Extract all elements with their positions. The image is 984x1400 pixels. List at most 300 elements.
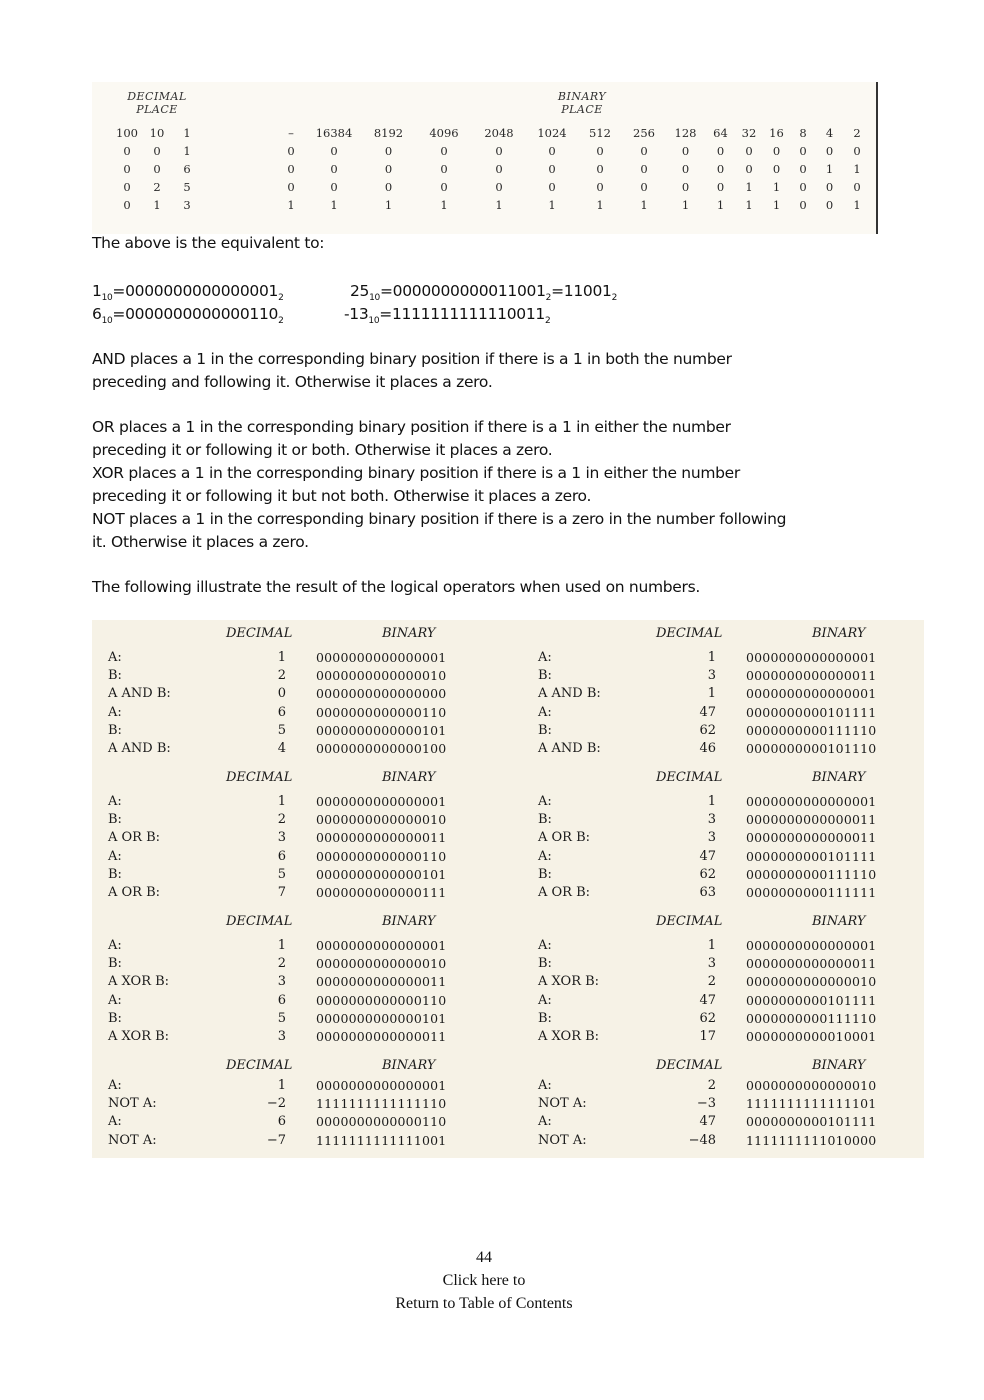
decimal-column-header: DECIMAL: [656, 1058, 723, 1073]
logic-row: [522, 1011, 932, 1029]
xor-paragraph-line2: preceding it or following it but not both. Otherwise it places a zero.: [92, 487, 592, 505]
decimal-value: 6: [277, 992, 286, 1008]
logic-row: [92, 812, 502, 830]
binary-place-row: [274, 142, 871, 160]
operand-label: B:: [108, 956, 122, 972]
binary-value: 0000000000000001: [316, 650, 447, 665]
binary-place-header-cell: 1024: [537, 126, 567, 140]
decimal-value: 7: [277, 885, 286, 900]
equivalent-25: $25_{10}=0000000000011001_2=11001_2$: [350, 282, 618, 304]
binary-column-header: BINARY: [382, 1058, 436, 1073]
binary-place-header-cell: 16384: [315, 126, 353, 140]
operand-label: A OR B:: [538, 830, 591, 846]
operand-label: B:: [108, 812, 122, 828]
operand-label: B:: [538, 812, 552, 828]
decimal-place-cell: 0: [123, 162, 131, 176]
operand-label: NOT A:: [538, 1096, 587, 1112]
place-value-table: [92, 82, 878, 234]
binary-place-header-cell: 8: [799, 126, 807, 140]
operand-label: B:: [538, 668, 552, 684]
binary-value: 0000000000000101: [316, 722, 447, 738]
binary-place-cell: 0: [287, 180, 295, 194]
binary-place-cell: 1: [548, 198, 556, 212]
binary-column-header: BINARY: [382, 770, 436, 785]
binary-place-cell: 0: [596, 162, 604, 176]
binary-place-cell: 0: [640, 144, 648, 158]
decimal-place-cell: 1: [153, 198, 161, 212]
operand-label: A AND B:: [108, 686, 171, 702]
logic-row: [522, 1096, 932, 1114]
binary-place-header: BINARY PLACE: [557, 90, 607, 116]
logic-row: [92, 1114, 502, 1132]
decimal-value: 3: [707, 830, 716, 846]
decimal-place-row: [112, 160, 202, 178]
decimal-value: 1: [277, 650, 286, 665]
binary-value: 0000000000000001: [746, 794, 877, 809]
decimal-value: 62: [699, 722, 716, 738]
binary-place-cell: 1: [681, 198, 690, 212]
decimal-value: 1: [277, 938, 286, 953]
binary-place-header-cell: –: [288, 126, 294, 140]
binary-place-cell: 0: [640, 162, 648, 176]
decimal-value: 4: [277, 741, 286, 756]
binary-value: 1111111111111001: [316, 1132, 447, 1148]
binary-value: 0000000000000101: [316, 866, 447, 882]
logic-row: [522, 1133, 932, 1151]
logical-operators-table: [92, 620, 924, 1158]
decimal-value: 3: [707, 668, 716, 684]
decimal-column-header: DECIMAL: [226, 914, 293, 929]
decimal-value: 47: [699, 704, 716, 720]
binary-place-cell: 1: [495, 198, 503, 212]
decimal-place-cell: 0: [123, 144, 131, 158]
decimal-value: 5: [277, 866, 286, 882]
operand-label: B:: [108, 722, 122, 738]
decimal-place-columns: [112, 124, 202, 214]
binary-place-cell: 0: [799, 180, 807, 194]
logic-row: [92, 794, 502, 812]
operand-label: A:: [538, 794, 552, 809]
binary-place-cell: 0: [548, 162, 556, 176]
binary-place-cell: 0: [384, 144, 393, 158]
binary-value: 0000000000000010: [316, 812, 447, 828]
logic-row: [522, 830, 932, 848]
binary-value: 0000000000000110: [316, 704, 447, 720]
binary-place-cell: 0: [440, 162, 448, 176]
operand-label: A:: [538, 848, 552, 864]
binary-value: 0000000000000110: [316, 1114, 447, 1130]
binary-place-header-cell: 128: [674, 126, 697, 140]
operand-label: B:: [538, 956, 552, 972]
logic-row: [522, 794, 932, 812]
binary-value: 0000000000000100: [316, 741, 447, 756]
binary-place-cell: 0: [548, 180, 556, 194]
decimal-value: 1: [707, 686, 716, 702]
logic-row: [92, 956, 502, 974]
logic-row: [522, 705, 932, 723]
binary-value: 0000000000000010: [746, 1078, 877, 1093]
logic-row: [92, 974, 502, 992]
binary-place-cell: 0: [825, 198, 834, 212]
binary-place-cell: 0: [596, 144, 604, 158]
equivalent-neg13: $-13_{10}=1111111111110011_2$: [344, 305, 551, 327]
or-xor-not-paragraphs: [92, 416, 892, 554]
binary-value: 0000000000000010: [316, 668, 447, 684]
operand-label: A:: [538, 992, 552, 1008]
binary-value: 0000000000000110: [316, 992, 447, 1008]
decimal-value: 47: [699, 1114, 716, 1130]
logic-row: [92, 938, 502, 956]
binary-value: 0000000000000001: [316, 938, 447, 953]
binary-place-cell: 0: [495, 144, 503, 158]
operand-label: A OR B:: [538, 885, 591, 900]
decimal-value: 6: [277, 848, 286, 864]
binary-place-columns: [274, 124, 871, 214]
binary-value: 0000000000000011: [746, 830, 877, 846]
binary-place-cell: 0: [287, 162, 295, 176]
binary-place-cell: 0: [716, 162, 725, 176]
operand-label: A:: [108, 704, 122, 720]
binary-place-cell: 0: [799, 198, 807, 212]
binary-value: 0000000000000001: [316, 1078, 447, 1093]
decimal-value: 1: [277, 794, 286, 809]
operand-label: A:: [108, 1114, 122, 1130]
operand-label: A:: [108, 992, 122, 1008]
operand-label: A:: [108, 938, 122, 953]
decimal-value: 3: [277, 1029, 286, 1044]
page-number: 44: [476, 1249, 492, 1266]
binary-place-cell: 1: [330, 198, 338, 212]
operand-label: A:: [108, 848, 122, 864]
binary-value: 0000000000111110: [746, 722, 877, 738]
decimal-value: 47: [699, 848, 716, 864]
decimal-value: 5: [277, 722, 286, 738]
logic-row: [92, 1078, 502, 1096]
logic-row: [92, 867, 502, 885]
binary-place-header-cell: 64: [713, 126, 728, 140]
decimal-value: 1: [707, 938, 716, 953]
logic-row: [522, 993, 932, 1011]
binary-place-cell: 0: [440, 180, 448, 194]
operand-label: NOT A:: [108, 1132, 157, 1148]
logic-row: [92, 1096, 502, 1114]
decimal-value: 62: [699, 866, 716, 882]
binary-place-header-row: [274, 124, 871, 142]
binary-place-cell: 0: [772, 162, 781, 176]
binary-place-row: [274, 160, 871, 178]
binary-place-header-cell: 2: [853, 126, 861, 140]
decimal-value: 3: [277, 830, 286, 846]
binary-value: 0000000000000011: [746, 812, 877, 828]
binary-value: 0000000000101111: [746, 848, 877, 864]
decimal-value: 3: [707, 956, 716, 972]
operand-label: A:: [538, 650, 552, 665]
binary-value: 0000000000000111: [316, 885, 447, 900]
binary-place-cell: 0: [772, 144, 781, 158]
binary-place-cell: 0: [825, 180, 834, 194]
decimal-place-row: [112, 196, 202, 214]
decimal-value: −48: [688, 1132, 716, 1148]
operand-label: A:: [538, 704, 552, 720]
logic-row: [92, 885, 502, 903]
decimal-value: −2: [266, 1096, 286, 1112]
binary-place-cell: 0: [495, 180, 503, 194]
decimal-value: 6: [277, 1114, 286, 1130]
logic-row: [522, 668, 932, 686]
decimal-place-row: [112, 142, 202, 160]
logic-row: [522, 741, 932, 759]
binary-place-header-cell: 32: [741, 126, 757, 140]
binary-value: 0000000000000011: [316, 1029, 447, 1044]
operand-label: B:: [108, 668, 122, 684]
binary-value: 0000000000000001: [316, 794, 447, 809]
operand-label: A AND B:: [108, 741, 171, 756]
not-paragraph-line1: NOT places a 1 in the corresponding binary position if there is a zero in the number following: [92, 510, 787, 528]
decimal-place-cell: 0: [123, 180, 131, 194]
decimal-value: 2: [277, 812, 286, 828]
binary-value: 0000000000000001: [746, 938, 877, 953]
operand-label: A AND B:: [538, 741, 601, 756]
binary-column-header: BINARY: [382, 914, 436, 929]
binary-place-cell: 0: [330, 144, 338, 158]
operand-label: A:: [108, 794, 122, 809]
logic-row: [92, 993, 502, 1011]
operand-label: A:: [538, 1078, 552, 1093]
operand-label: A AND B:: [538, 686, 601, 702]
logic-row: [92, 849, 502, 867]
logic-block: [92, 626, 502, 758]
binary-place-cell: 1: [772, 180, 781, 194]
operand-label: A OR B:: [108, 830, 161, 846]
decimal-place-header-cell: 10: [149, 126, 165, 140]
decimal-value: 3: [707, 812, 716, 828]
operand-label: NOT A:: [538, 1132, 587, 1148]
logic-row: [522, 885, 932, 903]
logic-row: [522, 956, 932, 974]
operand-label: B:: [538, 722, 552, 738]
binary-value: 0000000000000001: [746, 686, 877, 702]
binary-place-cell: 0: [745, 162, 753, 176]
binary-place-cell: 0: [799, 144, 807, 158]
and-paragraph: AND places a 1 in the corresponding binary position if there is a 1 in both the number preceding and following it. Otherwise it places a zero.: [92, 350, 732, 391]
decimal-value: 2: [277, 668, 286, 684]
binary-column-header: BINARY: [812, 914, 866, 929]
binary-value: 0000000000000010: [746, 974, 877, 990]
binary-place-cell: 0: [495, 162, 503, 176]
logic-row: [522, 812, 932, 830]
logic-row: [522, 1114, 932, 1132]
decimal-place-header-row: [112, 124, 202, 142]
decimal-value: 5: [277, 1010, 286, 1026]
decimal-value: 3: [277, 974, 286, 990]
binary-value: 1111111111111101: [746, 1096, 877, 1112]
decimal-place-cell: 3: [183, 198, 191, 212]
logic-row: [522, 938, 932, 956]
operand-label: NOT A:: [108, 1096, 157, 1112]
binary-value: 0000000000101111: [746, 992, 877, 1008]
binary-place-cell: 0: [681, 162, 690, 176]
decimal-column-header: DECIMAL: [226, 1058, 293, 1073]
binary-place-cell: 0: [825, 144, 834, 158]
binary-value: 0000000000000010: [316, 956, 447, 972]
binary-place-cell: 1: [384, 198, 393, 212]
decimal-value: 1: [707, 794, 716, 809]
binary-place-cell: 1: [287, 198, 295, 212]
operand-label: A:: [108, 650, 122, 665]
binary-value: 1111111111111110: [316, 1096, 447, 1112]
binary-value: 0000000000000001: [746, 650, 877, 665]
decimal-column-header: DECIMAL: [656, 914, 723, 929]
or-paragraph-line2: preceding it or following it or both. Otherwise it places a zero.: [92, 441, 553, 459]
equivalent-1: $1_{10}=0000000000000001_2$: [92, 282, 284, 304]
logic-row: [92, 1133, 502, 1151]
binary-place-cell: 1: [745, 180, 753, 194]
decimal-value: 47: [699, 992, 716, 1008]
logic-row: [92, 830, 502, 848]
decimal-column-header: DECIMAL: [656, 626, 723, 641]
operand-label: A OR B:: [108, 885, 161, 900]
operand-label: B:: [538, 866, 552, 882]
decimal-place-header-cell: 1: [183, 126, 191, 140]
logic-row: [92, 650, 502, 668]
binary-place-cell: 0: [681, 180, 690, 194]
binary-place-cell: 0: [330, 180, 338, 194]
binary-value: 1111111111010000: [746, 1132, 877, 1148]
decimal-place-cell: 0: [153, 144, 161, 158]
binary-place-cell: 1: [772, 198, 781, 212]
logic-row: [92, 686, 502, 704]
binary-value: 0000000000000110: [316, 848, 447, 864]
binary-place-cell: 0: [716, 144, 725, 158]
logic-row: [522, 849, 932, 867]
decimal-place-cell: 0: [123, 198, 131, 212]
binary-column-header: BINARY: [812, 1058, 866, 1073]
binary-value: 0000000000000011: [316, 974, 447, 990]
binary-place-cell: 0: [640, 180, 648, 194]
toc-link-line1[interactable]: Click here to: [442, 1272, 526, 1289]
operand-label: A:: [538, 938, 552, 953]
binary-value: 0000000000010001: [746, 1029, 877, 1044]
decimal-column-header: DECIMAL: [226, 626, 293, 641]
decimal-value: 1: [707, 650, 716, 665]
decimal-place-cell: 1: [183, 144, 191, 158]
logic-block: [522, 770, 932, 902]
logic-row: [522, 723, 932, 741]
binary-place-header-cell: 4: [825, 126, 834, 140]
binary-place-cell: 0: [384, 162, 393, 176]
intro-text: The above is the equivalent to:: [92, 234, 325, 252]
decimal-value: 63: [699, 885, 716, 900]
binary-value: 0000000000111110: [746, 1010, 877, 1026]
binary-place-cell: 1: [440, 198, 448, 212]
binary-place-cell: 0: [548, 144, 556, 158]
decimal-column-header: DECIMAL: [656, 770, 723, 785]
binary-value: 0000000000000011: [746, 668, 877, 684]
binary-place-header-cell: 2048: [484, 126, 514, 140]
not-paragraph-line2: it. Otherwise it places a zero.: [92, 533, 309, 551]
decimal-place-cell: 0: [153, 162, 161, 176]
toc-link-line2[interactable]: Return to Table of Contents: [395, 1295, 573, 1312]
logic-block: [92, 914, 502, 1046]
illustrate-text: The following illustrate the result of the logical operators when used on numbers.: [92, 578, 701, 596]
binary-place-header-cell: 8192: [373, 126, 404, 140]
binary-value: 0000000000111110: [746, 866, 877, 882]
binary-value: 0000000000000011: [316, 830, 447, 846]
binary-place-cell: 1: [825, 162, 834, 176]
operand-label: B:: [108, 1010, 122, 1026]
or-paragraph-line1: OR places a 1 in the corresponding binary position if there is a 1 in either the number: [92, 418, 731, 436]
operand-label: A XOR B:: [538, 1029, 600, 1044]
logic-block: [522, 626, 932, 758]
decimal-value: 2: [707, 1078, 716, 1093]
binary-place-header-cell: 4096: [429, 126, 459, 140]
decimal-value: 6: [277, 704, 286, 720]
binary-place-cell: 0: [596, 180, 604, 194]
decimal-place-row: [112, 178, 202, 196]
decimal-value: −7: [266, 1132, 286, 1148]
binary-place-cell: 0: [287, 144, 295, 158]
logic-row: [92, 741, 502, 759]
logic-row: [92, 1011, 502, 1029]
binary-place-cell: 1: [596, 198, 604, 212]
operand-label: A XOR B:: [108, 974, 170, 990]
xor-paragraph-line1: XOR places a 1 in the corresponding binary position if there is a 1 in either the number: [92, 464, 740, 482]
logic-row: [522, 686, 932, 704]
decimal-value: 2: [707, 974, 716, 990]
equivalent-6: $6_{10}=0000000000000110_2$: [92, 305, 284, 327]
binary-place-cell: 0: [716, 180, 725, 194]
logic-row: [522, 1078, 932, 1096]
binary-value: 0000000000101111: [746, 704, 877, 720]
logic-block: [92, 770, 502, 902]
logic-row: [92, 723, 502, 741]
binary-place-cell: 0: [853, 144, 861, 158]
binary-column-header: BINARY: [382, 626, 436, 641]
decimal-place-cell: 5: [183, 180, 191, 194]
logic-block: [522, 914, 932, 1046]
decimal-column-header: DECIMAL: [226, 770, 293, 785]
operand-label: B:: [108, 866, 122, 882]
binary-place-cell: 0: [853, 180, 861, 194]
binary-place-cell: 0: [384, 180, 393, 194]
binary-place-header-cell: 512: [589, 126, 611, 140]
logic-block: [522, 1058, 932, 1190]
logic-row: [92, 705, 502, 723]
binary-value: 0000000000111111: [746, 885, 877, 900]
binary-column-header: BINARY: [812, 770, 866, 785]
binary-place-header-cell: 256: [633, 126, 655, 140]
operand-label: A XOR B:: [538, 974, 600, 990]
decimal-value: 17: [699, 1029, 716, 1044]
logic-row: [522, 1029, 932, 1047]
logic-block: [92, 1058, 502, 1190]
decimal-value: 0: [277, 686, 286, 702]
operand-label: A:: [108, 1078, 122, 1093]
binary-value: 0000000000000000: [316, 686, 447, 702]
decimal-value: 2: [277, 956, 286, 972]
decimal-value: −3: [696, 1096, 716, 1112]
decimal-place-header: DECIMAL PLACE: [127, 90, 187, 116]
binary-place-row: [274, 178, 871, 196]
decimal-place-header-cell: 100: [116, 126, 138, 140]
operand-label: A XOR B:: [108, 1029, 170, 1044]
decimal-value: 46: [699, 741, 716, 756]
logic-row: [92, 1029, 502, 1047]
binary-place-cell: 1: [853, 198, 861, 212]
binary-place-cell: 0: [330, 162, 338, 176]
binary-place-header-cell: 16: [769, 126, 784, 140]
binary-value: 0000000000000101: [316, 1010, 447, 1026]
